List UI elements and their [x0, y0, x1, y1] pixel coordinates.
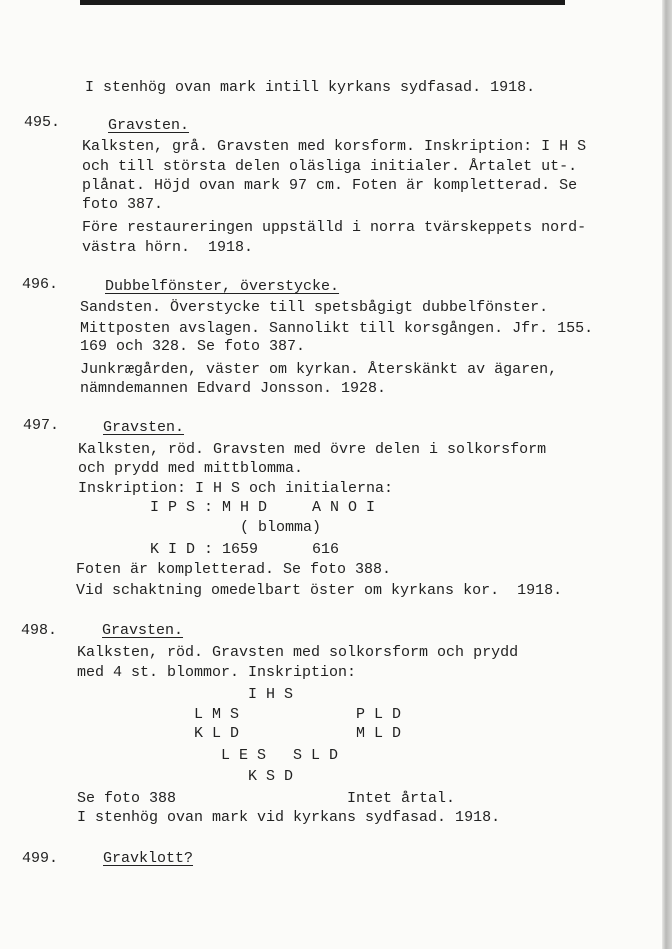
entry-line: Mittposten avslagen. Sannolikt till korsgången. Jfr. 155.: [80, 320, 594, 337]
entry-line: Kalksten, grå. Gravsten med korsform. Inskription: I H S: [82, 138, 587, 155]
entry-line: I P S : M H D A N O I: [78, 499, 376, 516]
entry-line: I H S: [77, 686, 294, 703]
entry-heading: Gravklott?: [103, 850, 194, 867]
entry-line: plånat. Höjd ovan mark 97 cm. Foten är kompletterad. Se: [82, 177, 578, 194]
entry-line: foto 387.: [82, 196, 164, 213]
entry-line: L E S S L D: [77, 747, 339, 764]
intro-line: I stenhög ovan mark intill kyrkans sydfasad. 1918.: [85, 79, 536, 96]
entry-line: I stenhög ovan mark vid kyrkans sydfasad. 1918.: [77, 809, 501, 826]
entry-line: K L D M L D: [77, 725, 402, 742]
entry-number: 497.: [23, 417, 60, 434]
top-edge-bar: [80, 0, 565, 5]
entry-line: Junkrægården, väster om kyrkan. Återskänkt av ägaren,: [80, 361, 558, 378]
entry-number: 495.: [24, 114, 61, 131]
entry-line: västra hörn. 1918.: [82, 239, 254, 256]
entry-number: 498.: [21, 622, 58, 639]
entry-line: Kalksten, röd. Gravsten med övre delen i solkorsform: [78, 441, 547, 458]
entry-line: Före restaureringen uppställd i norra tvärskeppets nord-: [82, 219, 587, 236]
entry-line: ( blomma): [78, 519, 322, 536]
entry-number: 496.: [22, 276, 59, 293]
entry-heading: Gravsten.: [108, 117, 190, 134]
entry-line: nämndemannen Edvard Jonsson. 1928.: [80, 380, 387, 397]
entry-line: K S D: [77, 768, 294, 785]
entry-line: L M S P L D: [77, 706, 402, 723]
entry-line: Kalksten, röd. Gravsten med solkorsform och prydd: [77, 644, 519, 661]
entry-line: K I D : 1659 616: [78, 541, 340, 558]
entry-line: Foten är kompletterad. Se foto 388.: [76, 561, 392, 578]
entry-line: och prydd med mittblomma.: [78, 460, 304, 477]
entry-number: 499.: [22, 850, 59, 867]
entry-line: med 4 st. blommor. Inskription:: [77, 664, 357, 681]
entry-line: Vid schaktning omedelbart öster om kyrkans kor. 1918.: [76, 582, 563, 599]
entry-heading: Dubbelfönster, överstycke.: [105, 278, 340, 295]
page-edge-shadow: [662, 0, 672, 949]
entry-line: Se foto 388 Intet årtal.: [77, 790, 456, 807]
entry-heading: Gravsten.: [102, 622, 184, 639]
entry-line: Sandsten. Överstycke till spetsbågigt dubbelfönster.: [80, 299, 549, 316]
entry-line: och till största delen oläsliga initialer. Årtalet ut-.: [82, 158, 578, 175]
entry-line: Inskription: I H S och initialerna:: [78, 480, 394, 497]
entry-line: 169 och 328. Se foto 387.: [80, 338, 306, 355]
entry-heading: Gravsten.: [103, 419, 185, 436]
